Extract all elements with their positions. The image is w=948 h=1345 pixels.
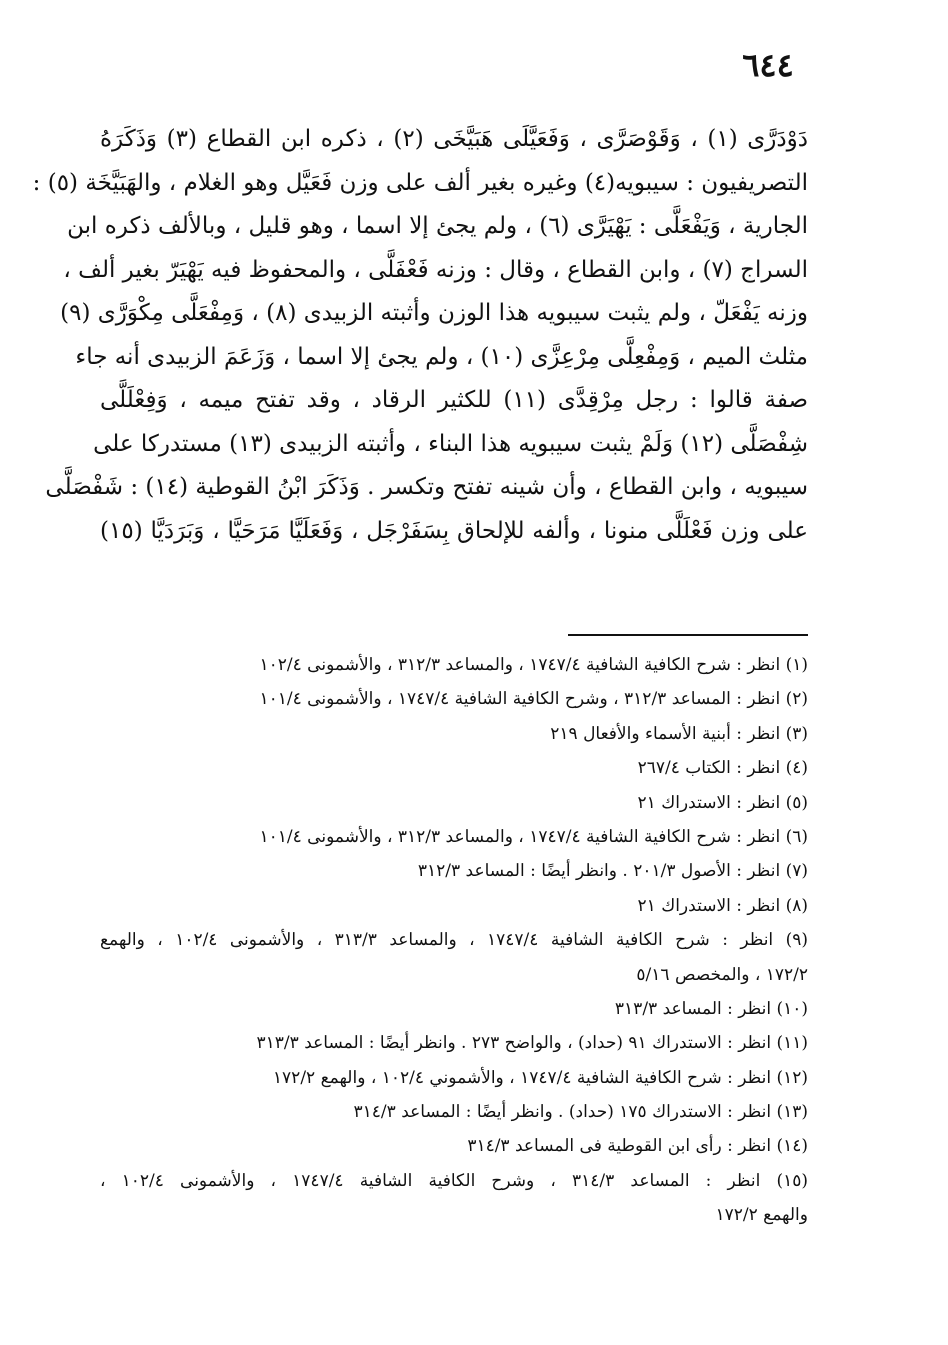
text-line: دَوْدَرَّى (١) ، وَقَوْصَرَّى ، وَفَعَيَّلَى هَبَيَّخَى (٢) ، ذكره ابن القطاع (٣) وَذَكَرَهُ — [100, 126, 808, 152]
footnote: (٧) انظر : الأصول ٢٠١/٣ . وانظر أيضًا : المساعد ٣١٢/٣ — [417, 861, 808, 882]
main-text — [32, 118, 808, 553]
footnote: (٤) انظر : الكتاب ٢٦٧/٤ — [637, 758, 808, 779]
text-line: على وزن فَعْلَلَّى منونا ، وألفه للإلحاق بِسَفَرْجَل ، وَفَعَلَيَّا مَرَحَيَّا ، وَبَرَدَيَّا (١٥) — [100, 517, 808, 544]
footnote: (٢) انظر : المساعد ٣١٢/٣ ، وشرح الكافية الشافية ١٧٤٧/٤ ، والأشمونى ١٠١/٤ — [259, 689, 808, 710]
footnote: (٦) انظر : شرح الكافية الشافية ١٧٤٧/٤ ، والمساعد ٣١٢/٣ ، والأشمونى ١٠١/٤ — [259, 826, 808, 847]
text-line: مثلث الميم ، وَمِفْعِلَّى مِرْعِزَّى (١٠) ، ولم يجئ إلا اسما ، وَزَعَمَ الزبيدى أنه جاء — [75, 343, 808, 370]
text-line: وزنه يَفْعَلّ ، ولم يثبت سيبويه هذا الوزن وأثبته الزبيدى (٨) ، وَمِفْعَلَّى مِكْوَرَّى (٩) — [60, 300, 808, 326]
text-line: السراج (٧) ، وابن القطاع ، وقال : وزنه فَعْفَلَّى ، والمحفوظ فيه يَهْيَرّ بغير ألف ، — [63, 256, 808, 283]
footnote: (٩) انظر : شرح الكافية الشافية ١٧٤٧/٤ ، والمساعد ٣١٣/٣ ، والأشمونى ١٠٢/٤ ، والهمع — [100, 930, 808, 951]
footnote: (١٥) انظر : المساعد ٣١٤/٣ ، وشرح الكافية الشافية ١٧٤٧/٤ ، والأشمونى ١٠٢/٤ ، — [100, 1170, 808, 1191]
text-line: سيبويه ، وابن القطاع ، وأن شينه تفتح وتكسر . وَذَكَرَ ابْنُ القوطية (١٤) : شَفْصَلَّى — [45, 474, 808, 500]
footnote: (١) انظر : شرح الكافية الشافية ١٧٤٧/٤ ، والمساعد ٣١٢/٣ ، والأشمونى ١٠٢/٤ — [259, 655, 808, 675]
footnote: (٨) انظر : الاستدراك ٢١ — [637, 895, 808, 916]
footnote-continuation: والهمع ١٧٢/٢ — [715, 1205, 808, 1226]
footnote: (١٣) انظر : الاستدراك ١٧٥ (حداد) . وانظر أيضًا : المساعد ٣١٤/٣ — [353, 1102, 808, 1123]
footnote: (٣) انظر : أبنية الأسماء والأفعال ٢١٩ — [550, 723, 808, 744]
text-line: التصريفيون : سيبويه(٤) وغيره بغير ألف على وزن فَعَيَّل وهو الغلام ، والهَبَيَّخَة (٥) : — [32, 169, 808, 196]
footnote: (١٤) انظر : رأى ابن القوطية فى المساعد ٣١٤/٣ — [467, 1136, 808, 1157]
footnote-divider — [568, 634, 808, 636]
footnote: (١٢) انظر : شرح الكافية الشافية ١٧٤٧/٤ ، والأشموني ١٠٢/٤ ، والهمع ١٧٢/٢ — [272, 1067, 808, 1088]
footnote: (١١) انظر : الاستدراك ٩١ (حداد) ، والواضح ٢٧٣ . وانظر أيضًا : المساعد ٣١٣/٣ — [256, 1033, 808, 1054]
footnotes — [100, 648, 808, 1233]
page-number: ٦٤٤ — [742, 46, 794, 84]
text-line: صفة قالوا : رجل مِرْقِدَّى (١١) للكثير الرقاد ، وقد تفتح ميمه ، وَفِعْلَلَّى — [100, 387, 808, 413]
footnote: (٥) انظر : الاستدراك ٢١ — [637, 792, 808, 813]
text-line: الجارية ، وَيَفْعَلَّى : يَهْيَرَّى (٦) ، ولم يجئ إلا اسما ، وهو قليل ، وبالألف ذكره ابن — [67, 213, 808, 239]
footnote: (١٠) انظر : المساعد ٣١٣/٣ — [614, 998, 808, 1019]
text-line: شِفْصَلَّى (١٢) وَلَمْ يثبت سيبويه هذا البناء ، وأثبته الزبيدى (١٣) مستدركا على — [93, 430, 808, 457]
footnote-continuation: ١٧٢/٢ ، والمخصص ٥/١٦ — [636, 964, 808, 985]
